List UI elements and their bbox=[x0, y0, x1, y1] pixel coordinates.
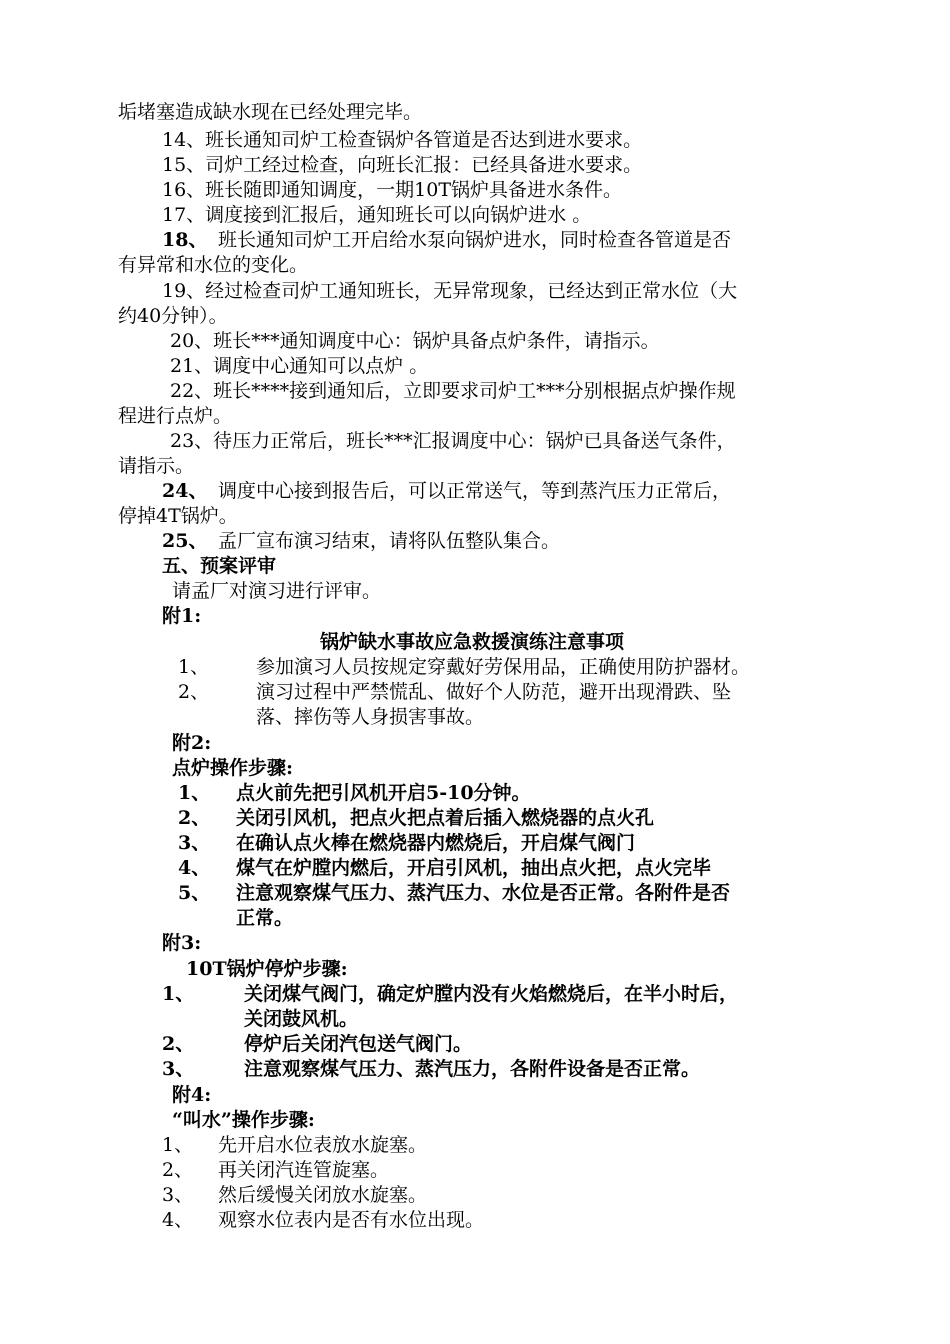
appendix-1-item-2-number: 2、 bbox=[178, 681, 210, 703]
appendix-2-item-3-text: 在确认点火棒在燃烧器内燃烧后，开启煤气阀门 bbox=[236, 832, 636, 854]
appendix-1-item-1-text: 参加演习人员按规定穿戴好劳保用品，正确使用防护器材。 bbox=[256, 656, 751, 678]
step-24-text: 调度中心接到报告后，可以正常送气，等到蒸汽压力正常后， bbox=[218, 480, 732, 502]
step-13-continuation: 垢堵塞造成缺水现在已经处理完毕。 bbox=[118, 101, 423, 123]
appendix-4-item-2-number: 2、 bbox=[162, 1159, 194, 1181]
step-17: 17、调度接到汇报后，通知班长可以向锅炉进水 。 bbox=[162, 204, 592, 226]
step-25-text: 孟厂宣布演习结束，请将队伍整队集合。 bbox=[218, 530, 561, 552]
appendix-3-item-3-number: 3、 bbox=[162, 1058, 195, 1080]
step-19-text-cont: 约40分钟）。 bbox=[118, 305, 228, 327]
step-23-text-cont: 请指示。 bbox=[118, 455, 195, 477]
appendix-3-item-1-number: 1、 bbox=[162, 983, 195, 1005]
appendix-2-title: 点炉操作步骤: bbox=[172, 757, 294, 779]
appendix-2-item-2-number: 2、 bbox=[178, 807, 211, 829]
step-18-number: 18、 bbox=[162, 229, 208, 251]
appendix-4-item-2-text: 再关闭汽连管旋塞。 bbox=[218, 1159, 390, 1181]
appendix-4-item-4-number: 4、 bbox=[162, 1209, 194, 1231]
section-5-heading: 五、预案评审 bbox=[162, 555, 277, 577]
appendix-2-item-4-number: 4、 bbox=[178, 857, 211, 879]
appendix-3-label: 附3: bbox=[162, 932, 202, 954]
appendix-2-item-1-number: 1、 bbox=[178, 782, 211, 804]
appendix-1-item-2-text-cont: 落、摔伤等人身损害事故。 bbox=[256, 706, 485, 728]
appendix-2-item-5-number: 5、 bbox=[178, 882, 211, 904]
appendix-4-title: “叫水”操作步骤: bbox=[172, 1109, 315, 1131]
appendix-3-title: 10T锅炉停炉步骤: bbox=[186, 958, 348, 980]
appendix-2-item-5-text: 注意观察煤气压力、蒸汽压力、水位是否正常。各附件是否 bbox=[236, 882, 731, 904]
appendix-3-item-1-text: 关闭煤气阀门，确定炉膛内没有火焰燃烧后，在半小时后， bbox=[244, 983, 739, 1005]
appendix-3-item-3-text: 注意观察煤气压力、蒸汽压力，各附件设备是否正常。 bbox=[244, 1058, 701, 1080]
appendix-1-title: 锅炉缺水事故应急救援演练注意事项 bbox=[320, 631, 625, 653]
appendix-4-item-3-text: 然后缓慢关闭放水旋塞。 bbox=[218, 1184, 428, 1206]
step-23-text: 23、待压力正常后，班长***汇报调度中心：锅炉已具备送气条件， bbox=[170, 430, 736, 452]
appendix-1-label: 附1: bbox=[162, 605, 202, 627]
appendix-4-item-1-number: 1、 bbox=[162, 1134, 194, 1156]
step-19-text: 19、经过检查司炉工通知班长，无异常现象，已经达到正常水位（大 bbox=[162, 280, 738, 302]
appendix-4-item-3-number: 3、 bbox=[162, 1184, 194, 1206]
appendix-2-item-2-text: 关闭引风机，把点火把点着后插入燃烧器的点火孔 bbox=[236, 807, 655, 829]
appendix-2-label: 附2: bbox=[172, 732, 212, 754]
step-24-number: 24、 bbox=[162, 480, 208, 502]
step-21: 21、调度中心通知可以点炉 。 bbox=[170, 355, 429, 377]
appendix-3-item-2-text: 停炉后关闭汽包送气阀门。 bbox=[244, 1033, 473, 1055]
step-20: 20、班长***通知调度中心：锅炉具备点炉条件，请指示。 bbox=[170, 330, 660, 352]
appendix-1-item-1-number: 1、 bbox=[178, 656, 210, 678]
appendix-2-item-5-text-cont: 正常。 bbox=[236, 907, 294, 929]
step-18-text: 班长通知司炉工开启给水泵向锅炉进水，同时检查各管道是否 bbox=[218, 229, 732, 251]
appendix-2-item-4-text: 煤气在炉膛内燃后，开启引风机，抽出点火把，点火完毕 bbox=[236, 857, 712, 879]
step-14: 14、班长通知司炉工检查锅炉各管道是否达到进水要求。 bbox=[162, 129, 643, 151]
step-15: 15、司炉工经过检查，向班长汇报：已经具备进水要求。 bbox=[162, 154, 643, 176]
appendix-3-item-2-number: 2、 bbox=[162, 1033, 195, 1055]
appendix-1-item-2-text: 演习过程中严禁慌乱、做好个人防范，避开出现滑跌、坠 bbox=[256, 681, 732, 703]
section-5-text: 请孟厂对演习进行评审。 bbox=[172, 580, 382, 602]
step-22-text: 22、班长****接到通知后，立即要求司炉工***分别根据点炉操作规 bbox=[170, 380, 736, 402]
step-16: 16、班长随即通知调度，一期10T锅炉具备进水条件。 bbox=[162, 179, 623, 201]
appendix-4-item-4-text: 观察水位表内是否有水位出现。 bbox=[218, 1209, 485, 1231]
step-22-text-cont: 程进行点炉。 bbox=[118, 405, 233, 427]
appendix-2-item-3-number: 3、 bbox=[178, 832, 211, 854]
step-25-number: 25、 bbox=[162, 530, 208, 552]
appendix-3-item-1-text-cont: 关闭鼓风机。 bbox=[244, 1008, 359, 1030]
step-24-text-cont: 停掉4T锅炉。 bbox=[118, 505, 238, 527]
appendix-4-item-1-text: 先开启水位表放水旋塞。 bbox=[218, 1134, 428, 1156]
appendix-2-item-1-text: 点火前先把引风机开启5-10分钟。 bbox=[236, 782, 531, 804]
step-18-text-cont: 有异常和水位的变化。 bbox=[118, 254, 309, 276]
appendix-4-label: 附4: bbox=[172, 1084, 212, 1106]
